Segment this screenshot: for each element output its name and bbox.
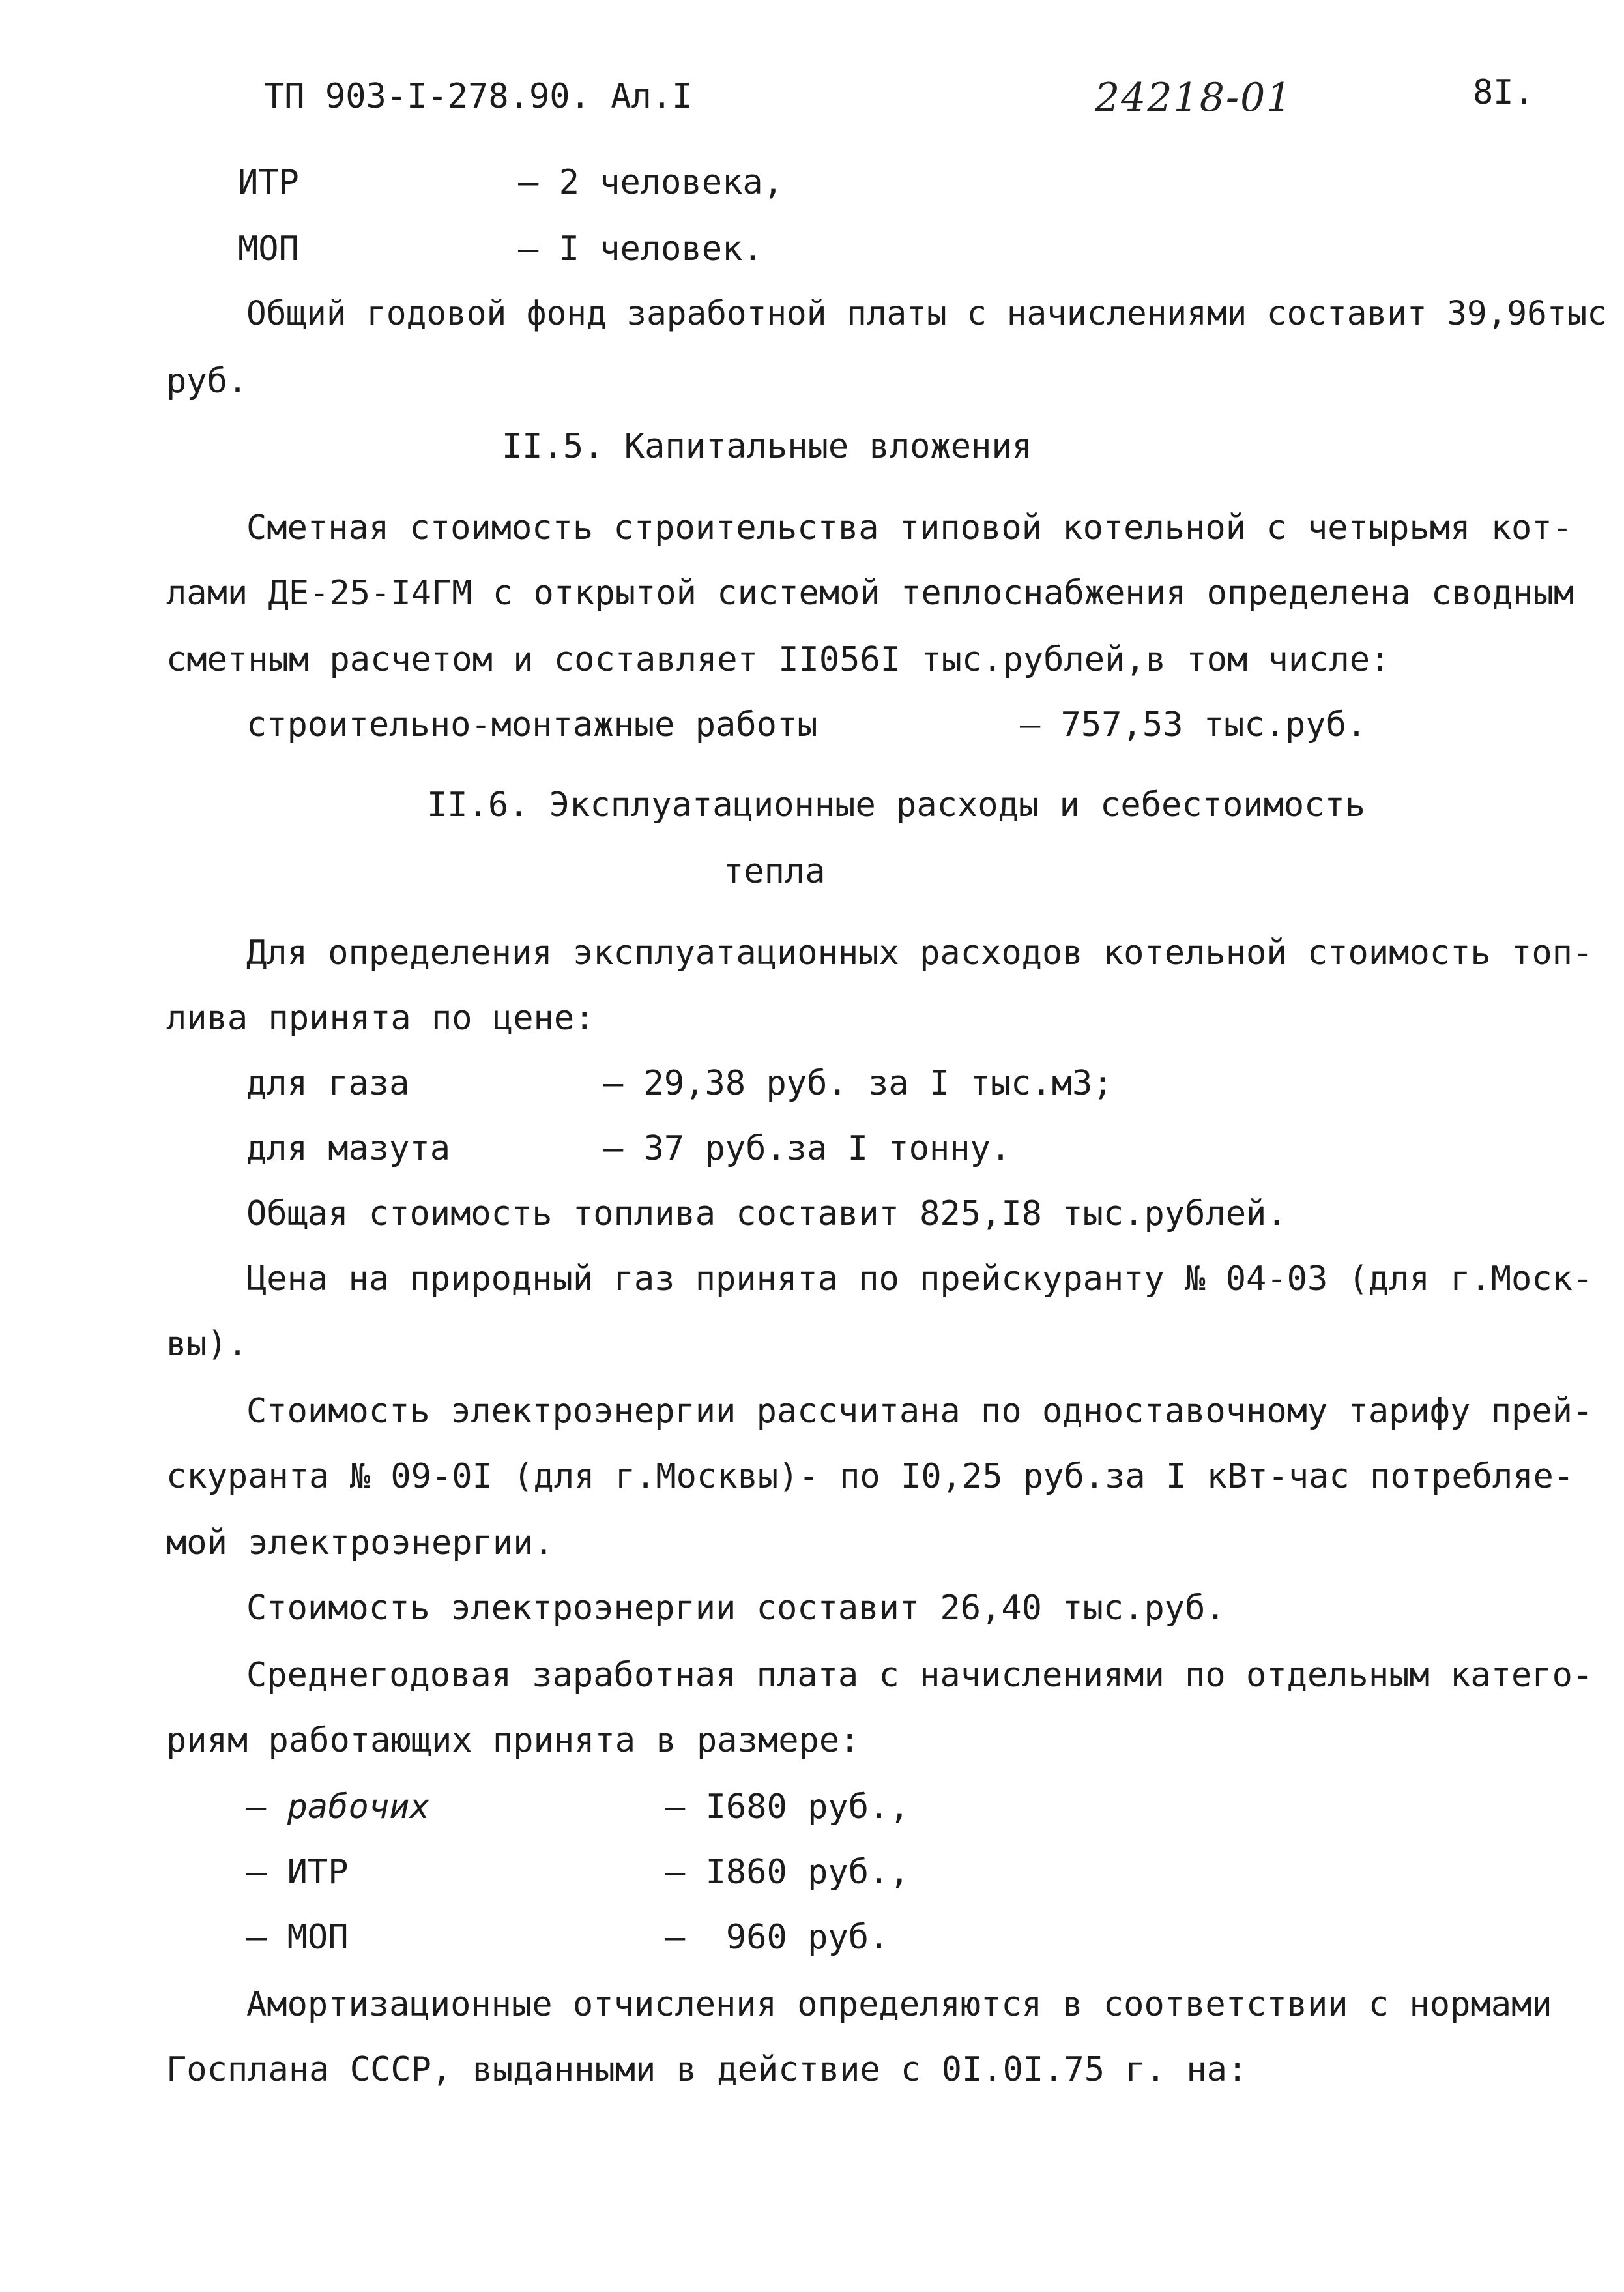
electricity-total: Стоимость электроэнергии составит 26,40 тыс.руб. xyxy=(246,1589,1226,1628)
section-title-operating-costs: II.6. Эксплуатационные расходы и себестоимость xyxy=(427,786,1366,825)
gas-price-line-1: Цена на природный газ принята по прейскуранту № 04-03 (для г.Моск- xyxy=(246,1259,1593,1299)
fuel-total: Общая стоимость топлива составит 825,I8 тыс.рублей. xyxy=(246,1194,1287,1233)
salary-intro-line-2: риям работающих принята в размере: xyxy=(166,1721,860,1760)
section-title-capital-investment: II.5. Капитальные вложения xyxy=(502,427,1032,466)
document-code: ТП 903-I-278.90. Ал.I xyxy=(264,77,693,116)
staff-label-mop: МОП xyxy=(238,229,299,269)
capital-paragraph-line-3: сметным расчетом и составляет II056I тыс.рублей,в том числе: xyxy=(166,640,1391,679)
gas-price-line-2: вы). xyxy=(166,1325,248,1364)
electricity-line-3: мой электроэнергии. xyxy=(166,1523,554,1563)
salary-value-workers: – I680 руб., xyxy=(665,1787,910,1827)
staff-value-mop: – I человек. xyxy=(518,229,763,269)
wage-fund-line-1: Общий годовой фонд заработной платы с начислениями составит 39,96тыс xyxy=(246,295,1607,333)
fuel-price-label-mazut: для мазута xyxy=(246,1129,451,1168)
electricity-line-2: скуранта № 09-0I (для г.Москвы)- по I0,25 руб.за I кВт-час потребляе- xyxy=(166,1457,1574,1496)
depreciation-line-1: Амортизационные отчисления определяются в соответствии с нормами xyxy=(246,1985,1552,2024)
salary-intro-line-1: Среднегодовая заработная плата с начислениями по отдельным катего- xyxy=(246,1656,1593,1695)
fuel-price-label-gas: для газа xyxy=(246,1064,410,1103)
fuel-intro-line-1: Для определения эксплуатационных расходов котельной стоимость топ- xyxy=(246,933,1593,973)
section-title-operating-costs-line-2: тепла xyxy=(723,852,826,891)
capital-paragraph-line-1: Сметная стоимость строительства типовой котельной с четырьмя кот- xyxy=(246,508,1573,548)
electricity-line-1: Стоимость электроэнергии рассчитана по одноставочному тарифу прей- xyxy=(246,1392,1593,1431)
construction-works-value: – 757,53 тыс.руб. xyxy=(1020,705,1367,744)
staff-label-itr: ИТР xyxy=(238,163,299,202)
staff-value-itr: – 2 человека, xyxy=(518,163,783,202)
depreciation-line-2: Госплана СССР, выданными в действие с 0I.0I.75 г. на: xyxy=(166,2050,1248,2089)
salary-value-mop: – 960 руб. xyxy=(665,1918,890,1957)
construction-works-label: строительно-монтажные работы xyxy=(246,705,818,744)
handwritten-archive-number: 24218-01 xyxy=(1095,75,1293,121)
salary-value-itr: – I860 руб., xyxy=(665,1853,910,1892)
capital-paragraph-line-2: лами ДЕ-25-I4ГМ с открытой системой теплоснабжения определена сводным xyxy=(166,574,1574,613)
fuel-intro-line-2: лива принята по цене: xyxy=(166,999,595,1038)
salary-label-workers: – рабочих xyxy=(246,1787,430,1827)
fuel-price-value-mazut: – 37 руб.за I тонну. xyxy=(603,1129,1011,1168)
salary-label-itr: – ИТР xyxy=(246,1853,349,1892)
salary-label-mop: – МОП xyxy=(246,1918,349,1957)
wage-fund-line-2: руб. xyxy=(166,362,248,401)
fuel-price-value-gas: – 29,38 руб. за I тыс.м3; xyxy=(603,1064,1113,1103)
page-number: 8I. xyxy=(1473,73,1534,112)
